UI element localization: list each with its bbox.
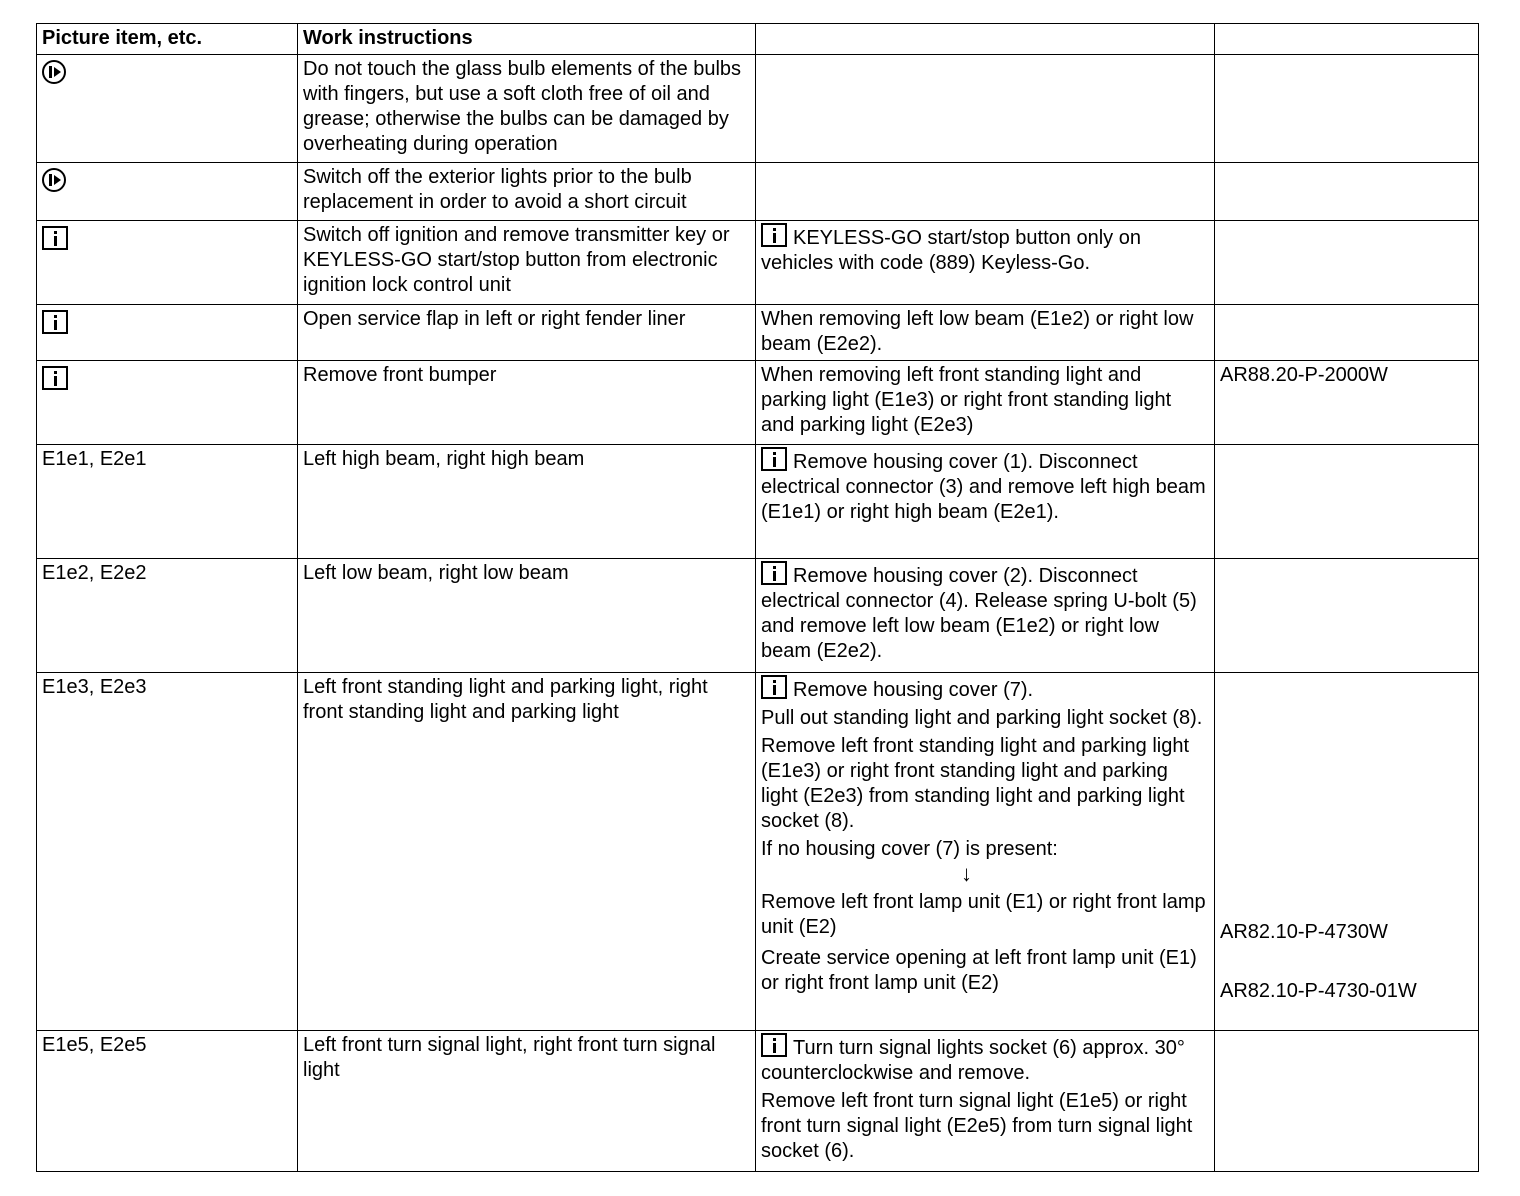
reference-link: AR82.10-P-4730-01W xyxy=(1220,980,1417,1002)
header-work-instructions: Work instructions xyxy=(298,24,756,55)
instruction-cell: Do not touch the glass bulb elements of the bulbs with fingers, but use a soft cloth free of oil and grease; otherwise the bulbs can be damaged by overheating during operation xyxy=(298,55,756,163)
table-header-row xyxy=(37,24,1479,55)
instruction-cell: Left high beam, right high beam xyxy=(298,445,756,559)
note-text: Turn turn signal lights socket (6) approx. 30° counterclockwise and remove. xyxy=(761,1037,1185,1084)
note-paragraph xyxy=(761,1033,1208,1086)
reference-cell xyxy=(1215,445,1479,559)
picture-item-cell: E1e3, E2e3 xyxy=(37,673,298,1031)
table-row xyxy=(37,163,1479,221)
picture-item-cell xyxy=(37,55,298,163)
info-icon xyxy=(42,366,68,390)
picture-item-cell: E1e1, E2e1 xyxy=(37,445,298,559)
note-paragraph: Create service opening at left front lamp unit (E1) or right front lamp unit (E2) xyxy=(761,947,1197,994)
table-row xyxy=(37,1031,1479,1172)
note-cell xyxy=(756,559,1215,673)
instruction-cell: Left front standing light and parking light, right front standing light and parking light xyxy=(298,673,756,1031)
instruction-cell: Left front turn signal light, right front turn signal light xyxy=(298,1031,756,1172)
note-text: Remove housing cover (7). xyxy=(793,679,1034,701)
table-row xyxy=(37,221,1479,305)
note-paragraph: Remove left front lamp unit (E1) or right front lamp unit (E2) xyxy=(761,891,1206,938)
header-col3 xyxy=(756,24,1215,55)
reference-cell xyxy=(1215,559,1479,673)
table-row xyxy=(37,305,1479,361)
instruction-cell: Open service flap in left or right fender liner xyxy=(298,305,756,361)
note-cell xyxy=(756,221,1215,305)
reference-cell xyxy=(1215,305,1479,361)
note-paragraph: If no housing cover (7) is present: xyxy=(761,838,1058,860)
table-row xyxy=(37,55,1479,163)
warning-hand-icon xyxy=(42,168,66,192)
note-cell xyxy=(756,673,1215,1031)
picture-item-cell xyxy=(37,221,298,305)
info-icon xyxy=(761,561,787,585)
header-picture-item: Picture item, etc. xyxy=(37,24,298,55)
reference-cell xyxy=(1215,1031,1479,1172)
instruction-cell: Switch off ignition and remove transmitter key or KEYLESS-GO start/stop button from electronic ignition lock control unit xyxy=(298,221,756,305)
reference-cell xyxy=(1215,673,1479,1031)
note-cell xyxy=(756,445,1215,559)
note-cell: When removing left low beam (E1e2) or right low beam (E2e2). xyxy=(756,305,1215,361)
picture-item-cell xyxy=(37,305,298,361)
note-paragraph: Remove left front turn signal light (E1e5) or right front turn signal light (E2e5) from turn signal light socket (6). xyxy=(761,1090,1193,1162)
instruction-cell: Switch off the exterior lights prior to the bulb replacement in order to avoid a short circuit xyxy=(298,163,756,221)
reference-cell: AR88.20-P-2000W xyxy=(1215,361,1479,445)
picture-item-cell xyxy=(37,163,298,221)
down-arrow-icon: ↓ xyxy=(961,861,972,886)
picture-item-cell: E1e5, E2e5 xyxy=(37,1031,298,1172)
info-icon xyxy=(761,447,787,471)
note-paragraph: Remove left front standing light and parking light (E1e3) or right front standing light and parking light (E2e3) from standing light and parking light socket (8). xyxy=(761,735,1190,832)
table-row xyxy=(37,445,1479,559)
table-row xyxy=(37,361,1479,445)
info-icon xyxy=(42,226,68,250)
warning-hand-icon xyxy=(42,60,66,84)
note-text: Remove housing cover (1). Disconnect electrical connector (3) and remove left high beam (E1e1) or right high beam (E2e1). xyxy=(761,451,1206,523)
info-icon xyxy=(761,675,787,699)
reference-cell xyxy=(1215,221,1479,305)
work-instructions-table xyxy=(36,23,1479,1172)
picture-item-cell xyxy=(37,361,298,445)
note-cell xyxy=(756,163,1215,221)
reference-link: AR82.10-P-4730W xyxy=(1220,921,1388,943)
table-row xyxy=(37,559,1479,673)
note-cell xyxy=(756,55,1215,163)
reference-cell xyxy=(1215,163,1479,221)
header-col4 xyxy=(1215,24,1479,55)
picture-item-cell: E1e2, E2e2 xyxy=(37,559,298,673)
info-icon xyxy=(42,310,68,334)
note-text: KEYLESS-GO start/stop button only on vehicles with code (889) Keyless-Go. xyxy=(761,227,1141,274)
reference-cell xyxy=(1215,55,1479,163)
note-cell: When removing left front standing light and parking light (E1e3) or right front standing light and parking light (E2e3) xyxy=(756,361,1215,445)
table-row xyxy=(37,673,1479,1031)
info-icon xyxy=(761,223,787,247)
note-cell xyxy=(756,1031,1215,1172)
instruction-cell: Remove front bumper xyxy=(298,361,756,445)
instruction-cell: Left low beam, right low beam xyxy=(298,559,756,673)
info-icon xyxy=(761,1033,787,1057)
note-paragraph: Pull out standing light and parking light socket (8). xyxy=(761,707,1203,729)
note-paragraph xyxy=(761,675,1208,703)
note-text: Remove housing cover (2). Disconnect electrical connector (4). Release spring U-bolt (5) and remove left low beam (E1e2) or right low beam (E2e2). xyxy=(761,565,1197,662)
